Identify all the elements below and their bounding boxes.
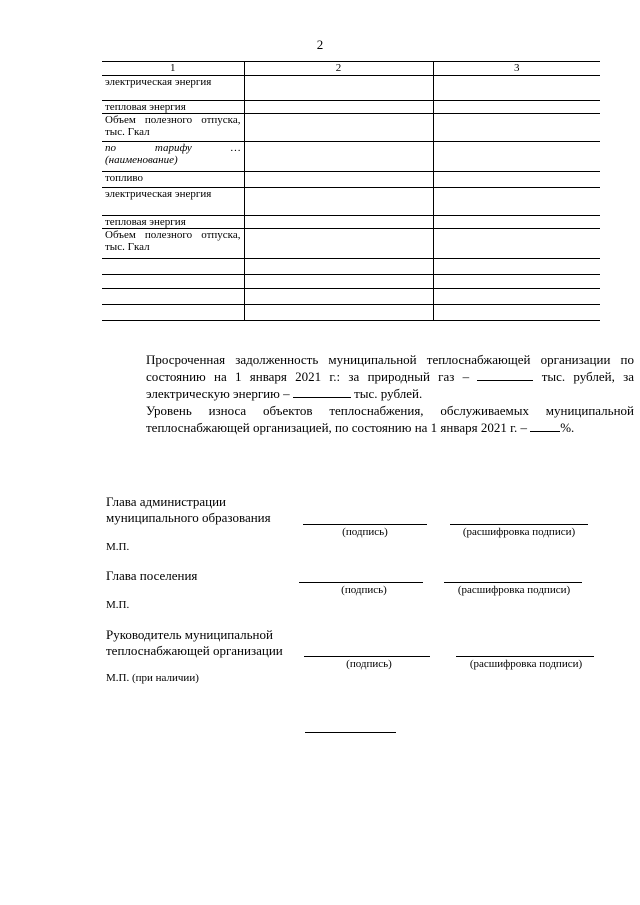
cell-column-2: [244, 188, 433, 216]
head-of-settlement-label: Глава поселения: [106, 568, 198, 583]
heat-supplier-head-line2: теплоснабжающей организации: [106, 643, 283, 658]
heat-supplier-head-line1: Руководитель муниципальной: [106, 627, 273, 642]
wear-level-text-2: %.: [560, 420, 575, 435]
table-header-row: [102, 62, 600, 76]
column-header-3: 3: [433, 62, 600, 76]
paragraph-wear-level: [106, 402, 634, 436]
table-row: [102, 76, 600, 101]
cell-column-2: [244, 101, 433, 114]
table-row: [102, 216, 600, 229]
row-label: [102, 275, 244, 289]
table-row: [102, 229, 600, 259]
signature-caption-2: (подпись): [341, 584, 387, 596]
page-number: 2: [316, 37, 324, 52]
table-row: [102, 259, 600, 275]
overdue-debt-text-1: Просроченная задолженность муниципальной теплоснабжающей организации по состоянию на 1 января 2021 г.: за природный газ –: [146, 352, 634, 384]
table-row: [102, 101, 600, 114]
decode-line-1: [450, 524, 588, 525]
cell-column-3: [433, 229, 600, 259]
table-row: [102, 188, 600, 216]
signature-line-3: [304, 656, 430, 657]
table-body: [102, 76, 600, 321]
cell-column-2: [244, 172, 433, 188]
head-of-administration-line2: муниципального образования: [106, 510, 271, 525]
row-label: [102, 289, 244, 305]
row-label: по тарифу … (наименование): [102, 142, 244, 172]
cell-column-3: [433, 142, 600, 172]
head-of-administration-label: [106, 494, 271, 526]
stamp-label-2: М.П.: [106, 599, 130, 611]
table-row: [102, 172, 600, 188]
cell-column-3: [433, 76, 600, 101]
cell-column-3: [433, 114, 600, 142]
heat-supplier-head-label: [106, 627, 283, 659]
cell-column-2: [244, 76, 433, 101]
table-row: [102, 305, 600, 321]
data-table: [102, 61, 600, 321]
cell-column-3: [433, 101, 600, 114]
column-header-2: 2: [244, 62, 433, 76]
cell-column-2: [244, 289, 433, 305]
row-label: Объем полезного отпуска, тыс. Гкал: [102, 114, 244, 142]
stamp-label-3: М.П. (при наличии): [106, 672, 199, 684]
stamp-label-1: М.П.: [106, 541, 130, 553]
cell-column-3: [433, 188, 600, 216]
overdue-debt-text-3: тыс. рублей.: [354, 386, 423, 401]
cell-column-3: [433, 216, 600, 229]
end-of-document-line: [305, 732, 396, 733]
gas-debt-blank: [477, 369, 533, 381]
cell-column-3: [433, 289, 600, 305]
cell-column-2: [244, 114, 433, 142]
signature-caption-1: (подпись): [342, 526, 388, 538]
signature-line-1: [303, 524, 427, 525]
signature-line-2: [299, 582, 423, 583]
cell-column-3: [433, 172, 600, 188]
cell-column-3: [433, 305, 600, 321]
cell-column-2: [244, 229, 433, 259]
table-row: [102, 275, 600, 289]
decode-caption-2: (расшифровка подписи): [457, 584, 571, 596]
row-label: тепловая энергия: [102, 216, 244, 229]
row-label: электрическая энергия: [102, 188, 244, 216]
cell-column-2: [244, 142, 433, 172]
overdue-debt-text-2: тыс. рублей, за электрическую энергию –: [146, 369, 634, 401]
wear-level-blank: [530, 420, 560, 432]
column-header-1: 1: [102, 62, 244, 76]
head-of-administration-line1: Глава администрации: [106, 494, 227, 509]
row-label: топливо: [102, 172, 244, 188]
paragraph-overdue-debt: [106, 351, 634, 402]
cell-column-2: [244, 305, 433, 321]
decode-caption-1: (расшифровка подписи): [462, 526, 576, 538]
decode-line-2: [444, 582, 582, 583]
row-label: Объем полезного отпуска, тыс. Гкал: [102, 229, 244, 259]
decode-line-3: [456, 656, 594, 657]
table-row: [102, 114, 600, 142]
table-row: [102, 289, 600, 305]
decode-caption-3: (расшифровка подписи): [469, 658, 583, 670]
signature-caption-3: (подпись): [346, 658, 392, 670]
row-label: электрическая энергия: [102, 76, 244, 101]
row-label: [102, 259, 244, 275]
table-row: [102, 142, 600, 172]
row-label: [102, 305, 244, 321]
wear-level-text-1: Уровень износа объектов теплоснабжения, обслуживаемых муниципальной теплоснабжающей организацией, по состоянию на 1 января 2021 г. –: [146, 403, 634, 435]
cell-column-2: [244, 216, 433, 229]
cell-column-3: [433, 275, 600, 289]
cell-column-2: [244, 275, 433, 289]
cell-column-3: [433, 259, 600, 275]
electricity-debt-blank: [293, 386, 351, 398]
row-label: тепловая энергия: [102, 101, 244, 114]
cell-column-2: [244, 259, 433, 275]
